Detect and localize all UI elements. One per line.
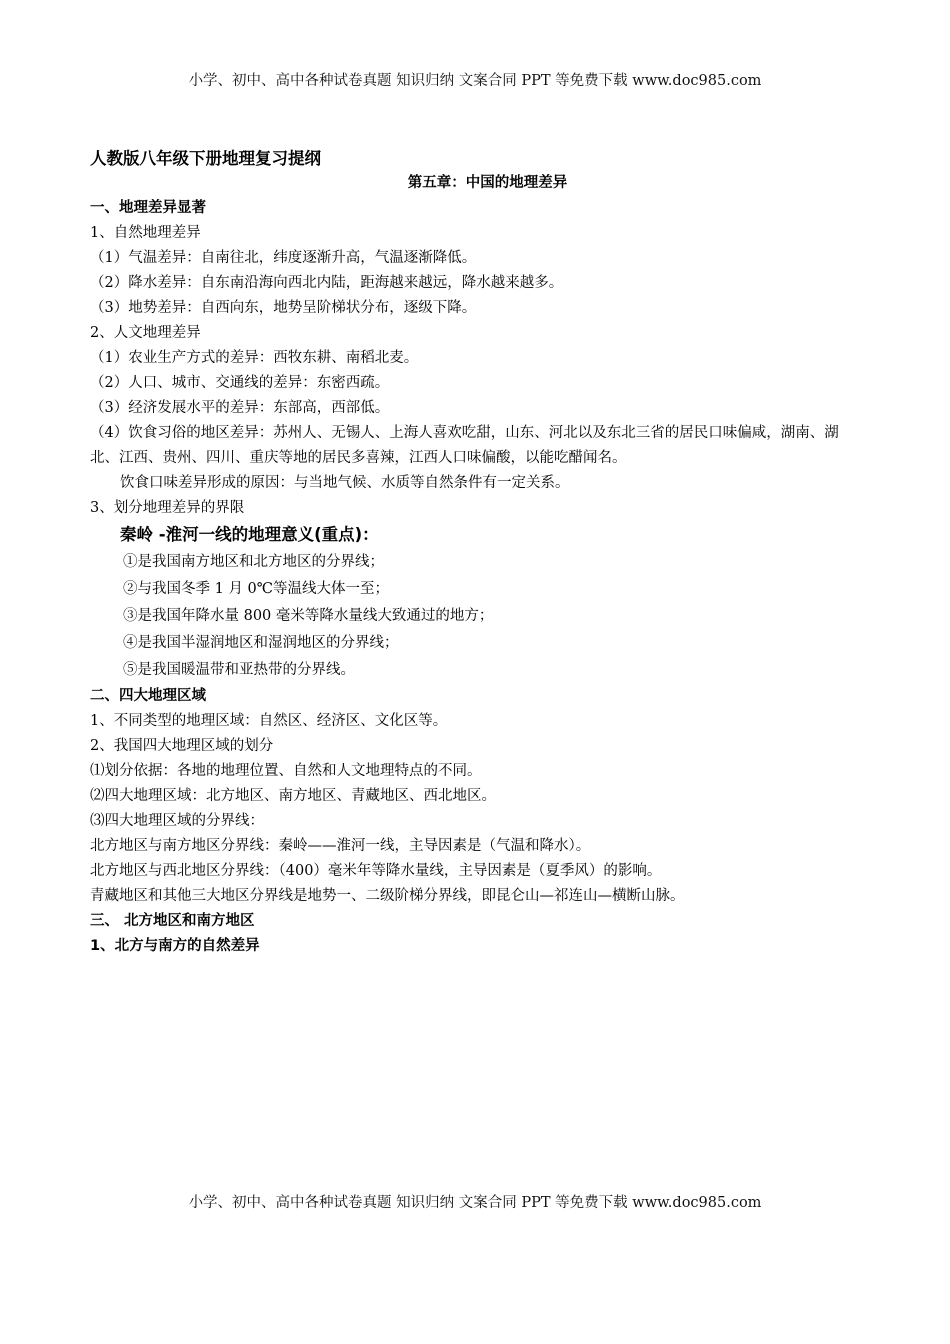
paragraph: ⑶四大地理区域的分界线： <box>90 813 264 829</box>
paragraph: （4）饮食习俗的地区差异：苏州人、无锡人、上海人喜欢吃甜，山东、河北以及东北三省的居民口味偏咸，湖南、湖北、江西、贵州、四川、重庆等地的居民多喜辣，江西人口味偏酸，以能吃醋闻名。 <box>90 425 839 466</box>
subsection-human-differences: 2、人文地理差异 <box>90 325 201 341</box>
section-heading-2: 二、四大地理区域 <box>90 688 206 704</box>
page-footer: 小学、初中、高中各种试卷真题 知识归纳 文案合同 PPT 等免费下载 www.doc985.com <box>188 1195 762 1211</box>
list-item: ②与我国冬季 1 月 0℃等温线大体一至； <box>123 581 389 597</box>
paragraph: （2）人口、城市、交通线的差异：东密西疏。 <box>90 375 390 391</box>
paragraph: （2）降水差异：自东南沿海向西北内陆，距海越来越远，降水越来越多。 <box>90 275 564 291</box>
paragraph: 1、不同类型的地理区域：自然区、经济区、文化区等。 <box>90 713 448 729</box>
list-item: ①是我国南方地区和北方地区的分界线； <box>123 554 384 570</box>
subsection-natural-differences: 1、自然地理差异 <box>90 225 201 241</box>
paragraph: （3）地势差异：自西向东，地势呈阶梯状分布，逐级下降。 <box>90 300 477 316</box>
paragraph: 2、我国四大地理区域的划分 <box>90 738 274 754</box>
paragraph: ⑴划分依据：各地的地理位置、自然和人文地理特点的不同。 <box>90 763 482 779</box>
chapter-heading: 第五章：中国的地理差异 <box>407 175 568 191</box>
section-heading-1: 一、地理差异显著 <box>90 200 206 216</box>
page-header: 小学、初中、高中各种试卷真题 知识归纳 文案合同 PPT 等免费下载 www.doc985.com <box>188 73 762 89</box>
section-heading-3: 三、 北方地区和南方地区 <box>90 913 255 929</box>
paragraph: 青藏地区和其他三大地区分界线是地势一、二级阶梯分界线，即昆仑山—祁连山—横断山脉。 <box>90 888 685 904</box>
subsection-boundary: 3、划分地理差异的界限 <box>90 500 245 516</box>
document-body <box>90 146 865 959</box>
paragraph: 北方地区与南方地区分界线：秦岭——淮河一线，主导因素是（气温和降水）。 <box>90 838 591 854</box>
paragraph: （1）气温差异：自南往北，纬度逐渐升高，气温逐渐降低。 <box>90 250 477 266</box>
paragraph: ⑵四大地理区域：北方地区、南方地区、青藏地区、西北地区。 <box>90 788 496 804</box>
list-item: ⑤是我国暖温带和亚热带的分界线。 <box>123 662 355 678</box>
paragraph: 饮食口味差异形成的原因：与当地气候、水质等自然条件有一定关系。 <box>120 475 570 491</box>
qinling-huaihe-heading: 秦岭 -淮河一线的地理意义(重点)： <box>120 525 379 544</box>
list-item: ④是我国半湿润地区和湿润地区的分界线； <box>123 635 399 651</box>
document-title: 人教版八年级下册地理复习提纲 <box>90 149 321 168</box>
paragraph: （1）农业生产方式的差异：西牧东耕、南稻北麦。 <box>90 350 419 366</box>
paragraph: 北方地区与西北地区分界线：（400）毫米年等降水量线，主导因素是（夏季风）的影响。 <box>90 863 662 879</box>
subsection-heading: 1、北方与南方的自然差异 <box>90 938 260 954</box>
list-item: ③是我国年降水量 800 毫米等降水量线大致通过的地方； <box>123 608 494 624</box>
paragraph: （3）经济发展水平的差异：东部高，西部低。 <box>90 400 390 416</box>
